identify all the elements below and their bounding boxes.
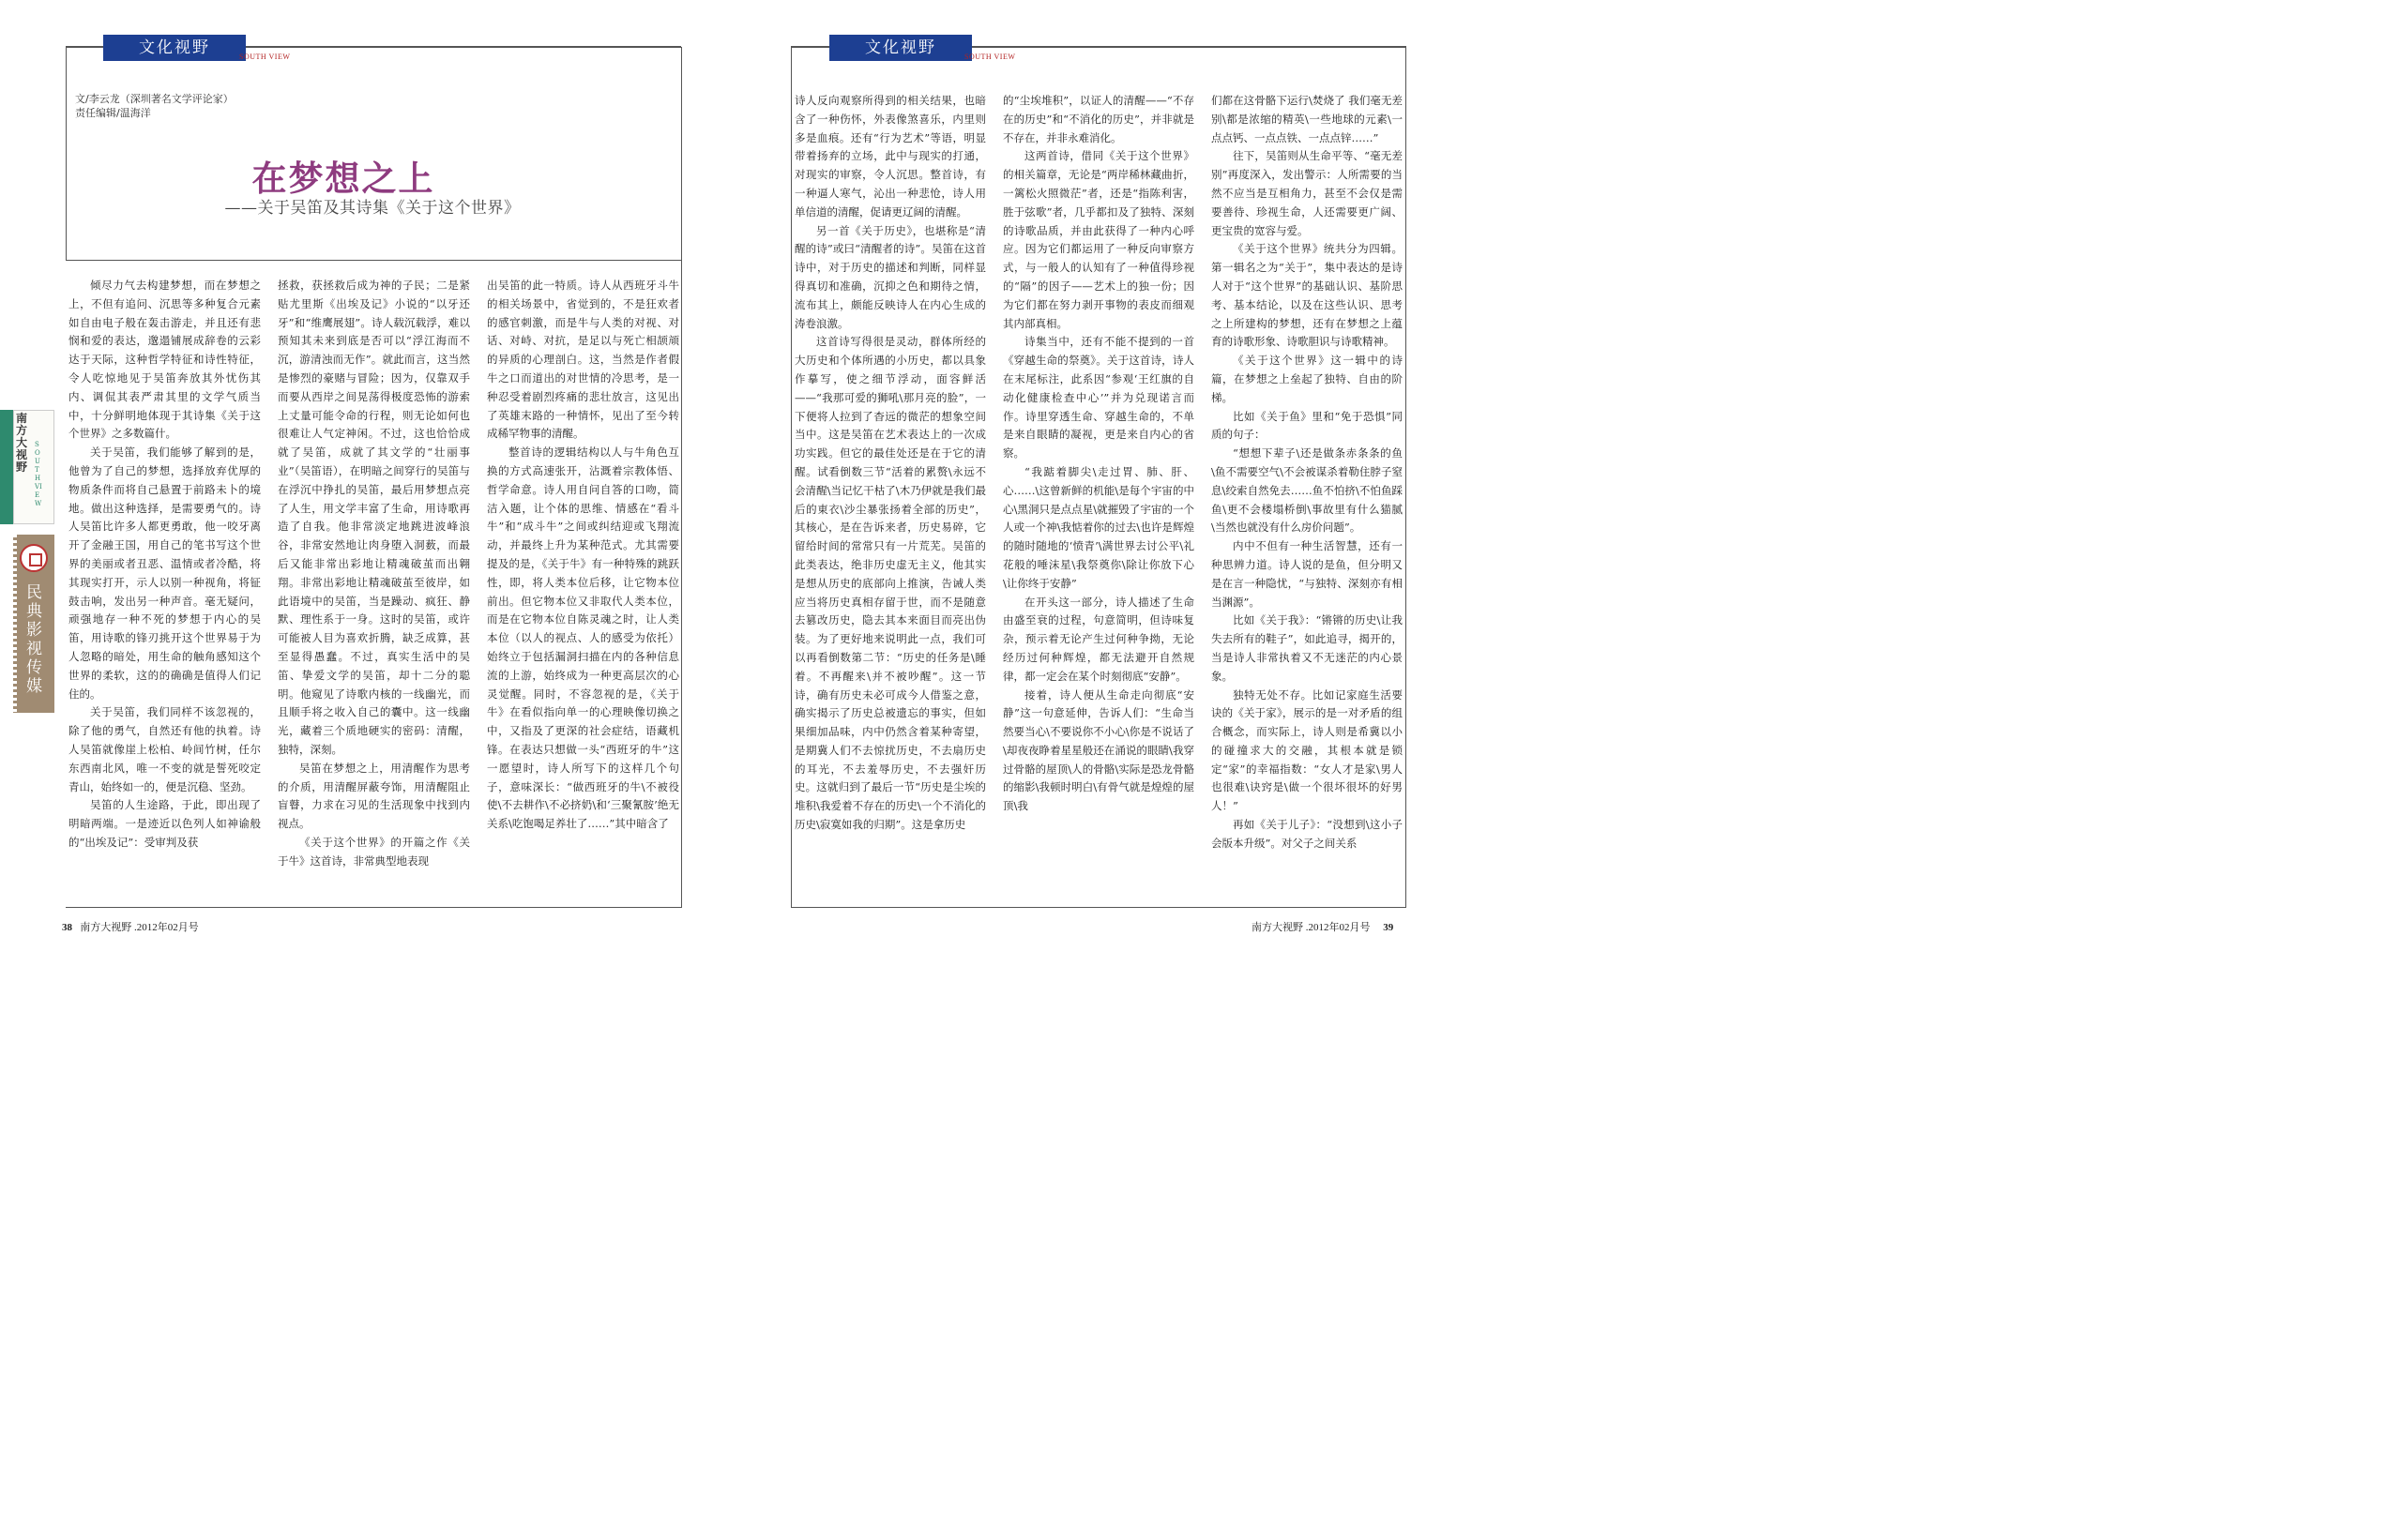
paragraph: 再如《关于儿子》：“没想到\这小子会版本升级”。对父子之间关系	[1211, 818, 1403, 850]
page-number: 38	[62, 922, 72, 933]
body-column-3	[487, 277, 679, 905]
paragraph: 诗人反向观察所得到的相关结果，也暗含了一种伤怀，外表像煞喜乐，内里则多是血痕。还有“行为艺术”等语，明显带着扬弃的立场，此中与现实的打通，对现实的审察，令人沉思。整首诗，有一种逼人寒气，沁出一种悲怆，诗人用单信道的清醒，促请更辽阔的清醒。	[795, 94, 986, 219]
frame-right	[1405, 47, 1406, 908]
paragraph: 吴笛的人生途路，于此，即出现了明暗两端。一是迹近以色列人如神谕般的“出埃及记”：受审判及获	[68, 798, 261, 849]
paragraph: 接着，诗人便从生命走向彻底“安静”这一句意延伸，告诉人们：“生命当然要当心\不要说你不小心\你是不说话了\却夜夜睁着星星般还在涌说的眼睛\我穿过骨骼的屋顶\人的骨骼\实际是恐龙骨骼的缩影\我顿时明白\有骨气就是煌煌的屋顶\我	[1003, 687, 1194, 813]
left-page	[0, 0, 722, 977]
title-divider	[66, 260, 682, 261]
paragraph: 《关于这个世界》的开篇之作《关于牛》这首诗，非常典型地表现	[278, 835, 470, 868]
paragraph: 往下，吴笛则从生命平等、“毫无差别”再度深入，发出警示：人所需要的当然不应当是互相角力，甚至不会仅是需要善待、珍视生命，人还需要更广阔、更宝贵的宽容与爱。	[1211, 149, 1403, 237]
editor-credit: 责任编辑/温海洋	[75, 107, 151, 119]
frame-left	[66, 47, 67, 261]
paragraph: 这首诗写得很是灵动，群体所经的大历史和个体所遇的小历史，都以具象作摹写，使之细节浮动，面容鲜活——“我那可爱的狮吼\那月亮的脸”，一下便将人拉到了杳远的微茫的想象空间当中。这是吴笛在艺术表达上的一次成功实践。但它的最佳处还是在于它的清醒。试看倒数三节“活着的累赘\永远不会清醒\当记忆干枯了\木乃伊就是我们最后的東衣\沙尘暴张扬着全部的历史”，其核心，是在告诉来者，历史易碎，它留给时间的常常只有一片荒芜。吴笛的此类表达，绝非历史虚无主义，他其实是想从历史的底部向上推演，告诫人类应当将历史真相存留于世，而不是随意去篡改历史，隐去其本来面目而亮出伪装。为了更好地来说明此一点，我们可以再看倒数第二节：“历史的任务是\睡着。不再醒来\并不被吵醒”。这一节诗，确有历史未必可成今人借鉴之意，确实揭示了历史总被遗忘的事实，但如果细加品味，内中仍然含着某种寄望，是期冀人们不去惊扰历史，不去扇历史的耳光，不去羞辱历史，不去强奸历史。这就归到了最后一节“历史是尘埃的堆积\我爱着不存在的历史\一个不消化的历史\寂寞如我的归期”。这是拿历史	[795, 335, 986, 832]
left-folio	[62, 919, 199, 934]
side-sponsor-name: 民典影视传媒	[26, 583, 42, 696]
paragraph: 另一首《关于历史》，也堪称是“清醒的诗”或曰“清醒者的诗”。吴笛在这首诗中，对于历史的描述和判断，同样显得真切和准确，沉抑之色和期待之情，流布其上，颇能反映诗人在内心生成的涛卷浪激。	[795, 223, 986, 330]
side-magazine-name: 南方大视野	[16, 412, 28, 474]
paragraph: “我踮着脚尖\走过胃、肺、肝、心……\这曾新鲜的机能\是每个宇宙的中心\黑洞只是点点星\就摧毁了宇宙的一个人或一个神\我惦着你的过去\也许是辉煌的随时随地的‘愤青’\满世界去讨公平\礼花般的唾沫星\我祭奠你\除让你放下心\让你终于安静”	[1003, 464, 1194, 590]
paragraph: 比如《关于我》：“锵锵的历史\让我失去所有的鞋子”，如此追寻，揭开的，当是诗人非常执着又不无迷茫的内心景象。	[1211, 613, 1403, 683]
article-subtitle: ——关于吴笛及其诗集《关于这个世界》	[224, 199, 521, 218]
magazine-issue: 南方大视野 .2012年02月号	[80, 922, 199, 933]
sponsor-seal-icon	[20, 544, 48, 572]
paragraph: 出吴笛的此一特质。诗人从西班牙斗牛的相关场景中，省觉到的，不是狂欢者的感官刺激，而是牛与人类的对视、对话、对峙、对抗，是足以与死亡相颉颃的异质的心理剖白。这，当然是作者假牛之口而道出的对世情的冷思考，是一种忍受着剧烈疼痛的悲壮放言，这见出了英雄末路的一种情怀，见出了至今转成稀罕物事的清醒。	[487, 279, 679, 441]
body-column-3	[1211, 92, 1403, 904]
paragraph: 的“尘埃堆积”，以证人的清醒——“不存在的历史”和“不消化的历史”，并非就是不存在，并非永难消化。	[1003, 94, 1194, 144]
page-number: 39	[1383, 922, 1394, 933]
bottom-rule	[66, 907, 682, 908]
paragraph: 在开头这一部分，诗人描述了生命由盛至衰的过程，句意简明，但诗味复杂，预示着无论产生过何种争拗，无论经历过何种辉煌，都无法避开自然规律，都一定会在某个时刻彻底“安静”。	[1003, 595, 1194, 683]
paragraph: “想想下辈子\还是做条赤条条的鱼\鱼不需要空气\不会被谋杀着勒住脖子窒息\绞索自然免去……鱼不怕挤\不怕鱼踩鱼\更不会楼塌桥倒\事故里有什么猫腻\当然也就没有什么房价问题”。	[1211, 446, 1403, 535]
side-tab-film-strip	[13, 535, 17, 713]
body-column-1	[795, 92, 986, 904]
side-tab-accent	[0, 410, 13, 524]
paragraph: 关于吴笛，我们能够了解到的是，他曾为了自己的梦想，选择放弃优厚的物质条件而将自己悬置于前路未卜的境地。做出这种选择，是需要勇气的。诗人吴笛比许多人都更勇敢，他一咬牙离开了金融王国，用自己的笔书写这个世界的美丽或者丑恶、温情或者冷酷，将其现实打开，示人以别一种视角，将钲鼓击响，发出另一种声音。毫无疑问，顽强地存一种不死的梦想于内心的吴笛，用诗歌的锋刃挑开这个世界易于为人忽略的暗处，用生命的触角感知这个世界的柔软，这的的确确是值得人们记住的。	[68, 445, 261, 701]
author-credit: 文/李云龙（深圳著名文学评论家）	[75, 93, 234, 105]
right-folio	[1252, 919, 1393, 934]
paragraph: 关于吴笛，我们同样不该忽视的，除了他的勇气，自然还有他的执着。诗人吴笛就像崖上松柏、岭间竹树，任尔东西南北风，唯一不变的就是誓死咬定青山，始终如一的，便是沉稳、坚劲。	[68, 705, 261, 793]
paragraph: 这两首诗，借同《关于这个世界》的相关篇章，无论是“两岸稀林藏曲折，一篱松火照微茫”者，还是“指陈利害，胜于弦歌”者，几乎都扣及了独特、深刻的诗歌品质，并由此获得了一种内心呼应。因为它们都运用了一种反向审察方式，与一般人的认知有了一种值得珍视的“隔”的因子——艺术上的独一份；因为它们都在努力剥开事物的表皮而细观其内部真相。	[1003, 149, 1194, 330]
section-tab: 文化视野	[829, 35, 972, 61]
paragraph: 拯救，获拯救后成为神的子民；二是紧贴尤里斯《出埃及记》小说的“以牙还牙”和“维鹰展翅”。诗人载沉载浮，难以预知其未来到底是否可以“浮江海而不沉，游清浊而无作”。就此而言，这当然是惨烈的豪赌与冒险；因为，仅靠双手而要从西岸之间晃荡得极度恐怖的游索上丈量可能令命的行程，则无论如何也很难让人气定神闲。不过，这也恰恰成就了吴笛，成就了其文学的“壮丽事业”（吴笛语），在明暗之间穿行的吴笛与在浮沉中挣扎的吴笛，最后用梦想点亮了人生，用文学丰富了生命，用诗歌再造了自我。他非常淡定地跳进波峰浪谷，非常安然地让肉身堕入洞薮，而最后又能非常出彩地让精魂破茧而出翱翔。非常出彩地让精魂破茧至彼岸，如此语境中的吴笛，当是躁动、疯狂、静默、理性系于一身。这时的吴笛，或许可能被人目为喜欢折腾，缺乏成算，甚至显得愚蠢。不过，真实生活中的吴笛、挚爱文学的吴笛，却十二分的聪明。他窥见了诗歌内核的一线幽光，而且顺手将之收入自己的囊中。这一线幽光，藏着三个质地硬实的密码：清醒，独特，深刻。	[278, 279, 470, 756]
right-page	[722, 0, 1444, 977]
section-subtitle: SOUTH VIEW	[964, 53, 1016, 61]
paragraph: 《关于这个世界》统共分为四辑。第一辑名之为“关于”，集中表达的是诗人对于“这个世界”的基础认识、基阶思考、基本结论，以及在这些认识、思考之上所建构的梦想，还有在梦想之上蕴育的诗歌形象、诗歌胆识与诗歌精神。	[1211, 242, 1403, 349]
paragraph: 内中不但有一种生活智慧，还有一种思辨力道。诗人说的是鱼，但分明又是在言一种隐忧，“与独特、深刻亦有相当渊源”。	[1211, 539, 1403, 609]
paragraph: 比如《关于鱼》里和“免于恐惧”同质的句子：	[1211, 409, 1403, 442]
magazine-issue: 南方大视野 .2012年02月号	[1252, 922, 1371, 933]
body-column-2	[278, 277, 470, 905]
paragraph: 《关于这个世界》这一辑中的诗篇，在梦想之上垒起了独特、自由的阶梯。	[1211, 354, 1403, 404]
paragraph: 们都在这骨骼下运行\焚烧了 我们毫无差别\都是浓缩的精英\一些地球的元素\一点点钙、一点点铁、一点点锌……”	[1211, 94, 1403, 144]
frame-left	[791, 47, 792, 908]
paragraph: 吴笛在梦想之上，用清醒作为思考的介质，用清醒屏蔽夸饰，用清醒阻止盲瞽，力求在习见的生活现象中找到内视点。	[278, 761, 470, 831]
body-column-2	[1003, 92, 1194, 904]
section-subtitle: SOUTH VIEW	[239, 53, 291, 61]
bottom-rule	[791, 907, 1406, 908]
article-title: 在梦想之上	[251, 159, 435, 199]
paragraph: 倾尽力气去构建梦想，而在梦想之上，不但有追问、沉思等多种复合元素如自由电子般在轰击游走，并且还有悲悯和爱的表达，邈遢铺展成辞卷的云彩达于天际，这种哲学特征和诗性特征，令人吃惊地见于吴笛奔放其外忧伤其内、调侃其表严肃其里的文学气质当中，十分鲜明地体现于其诗集《关于这个世界》之多数篇什。	[68, 279, 261, 441]
section-tab: 文化视野	[103, 35, 246, 61]
paragraph: 独特无处不存。比如记家庭生活要诀的《关于家》，展示的是一对矛盾的组合概念，而实际上，诗人则是希冀以小的碰撞求大的交融，其根本就是锁定“家”的幸福指数：“女人才是家\男人也很难\诀窍是\做一个很坏很坏的好男人！”	[1211, 687, 1403, 813]
body-column-1	[68, 277, 261, 905]
side-magazine-en: SOUTH VIEW	[35, 441, 42, 507]
paragraph: 诗集当中，还有不能不提到的一首《穿越生命的祭奠》。关于这首诗，诗人在末尾标注，此系因“参观‘王红旗的自动化健康检查中心’”并为兑现诺言而作。诗里穿透生命、穿越生命的，不单是来自眼睛的凝视，更是来自内心的省察。	[1003, 335, 1194, 460]
paragraph: 整首诗的逻辑结构以人与牛角色互换的方式高速张开，沾溉着宗教体悟、哲学命意。诗人用自问自答的口吻，简洁入题，让个体的思维、情感在“看斗牛”和“成斗牛”之间或纠结迎或飞翔流动，并最终上升为某种范式。尤其需要提及的是，《关于牛》有一种特殊的跳跃性，即，将人类本位后移，让它物本位前出。但它物本位又非取代人类本位，而是在它物本位自陈灵魂之时，让人类本位（以人的视点、人的感受为依托）始终立于包括漏洞扫描在内的各种信息流的上游，始终成为一种更高层次的心灵觉醒。同时，不容忽视的是，《关于牛》在看似指向单一的心理映像切换之中，又指及了更深的社会症结，语藏机锋。在表达只想做一头“西班牙的牛”这一愿望时，诗人所写下的这样几个句子，意味深长：“做西班牙的牛\不被役使\不去耕作\不必挤奶\和‘三聚氰胺’绝无关系\吃饱喝足养壮了……”其中暗含了	[487, 445, 679, 831]
frame-right	[681, 47, 682, 908]
